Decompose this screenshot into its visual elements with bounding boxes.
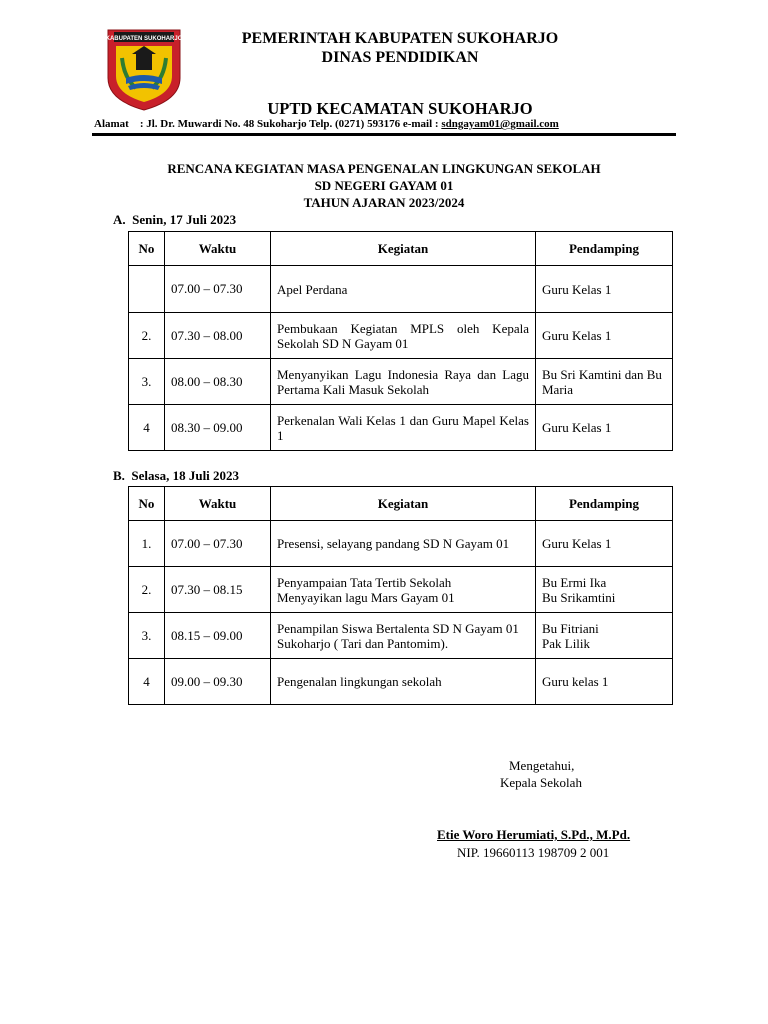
row-time: 08.00 – 08.30 <box>165 359 271 405</box>
svg-text:KABUPATEN SUKOHARJO: KABUPATEN SUKOHARJO <box>106 36 182 42</box>
academic-year: TAHUN AJARAN 2023/2024 <box>303 195 465 210</box>
row-no: 2. <box>129 313 165 359</box>
column-header-kegiatan: Kegiatan <box>271 487 536 521</box>
row-time: 07.30 – 08.15 <box>165 567 271 613</box>
row-no: 3. <box>129 359 165 405</box>
activity-line: Menyayikan lagu Mars Gayam 01 <box>277 589 455 605</box>
row-time: 07.30 – 08.00 <box>165 313 271 359</box>
row-activity: Pembukaan Kegiatan MPLS oleh Kepala Sekolah SD N Gayam 01 <box>271 313 536 359</box>
companion-line: Bu Srikamtini <box>542 589 616 605</box>
table-row <box>129 266 673 313</box>
address-text: Alamat : Jl. Dr. Muwardi No. 48 Sukoharjo Telp. (0271) 593176 e-mail : <box>94 118 442 130</box>
principal-nip: NIP. 19660113 198709 2 001 <box>457 845 610 860</box>
column-header-waktu: Waktu <box>165 487 271 521</box>
government-name: PEMERINTAH KABUPATEN SUKOHARJO <box>241 30 559 47</box>
row-activity: Perkenalan Wali Kelas 1 dan Guru Mapel Kelas 1 <box>271 405 536 451</box>
department-name: DINAS PENDIDIKAN <box>321 49 479 66</box>
office-name: UPTD KECAMATAN SUKOHARJO <box>267 99 533 118</box>
row-activity: Penampilan Siswa Bertalenta SD N Gayam 01 Sukoharjo ( Tari dan Pantomim). <box>271 613 536 659</box>
companion-line: Bu Ermi Ika <box>542 574 607 590</box>
email-link[interactable]: sdngayam01@gmail.com <box>441 118 559 130</box>
principal-title: Kepala Sekolah <box>500 775 582 790</box>
header-divider <box>92 133 676 136</box>
row-activity: Pengenalan lingkungan sekolah <box>271 659 536 705</box>
activity-line: Penyampaian Tata Tertib Sekolah <box>277 574 452 590</box>
row-companion: Guru Kelas 1 <box>536 266 673 313</box>
column-header-pendamping: Pendamping <box>536 487 673 521</box>
column-header-no: No <box>129 232 165 266</box>
row-no <box>129 266 165 313</box>
row-companion: Guru Kelas 1 <box>536 313 673 359</box>
column-header-kegiatan: Kegiatan <box>271 232 536 266</box>
row-companion: Guru kelas 1 <box>536 659 673 705</box>
row-activity: Menyanyikan Lagu Indonesia Raya dan Lagu Pertama Kali Masuk Sekolah <box>271 359 536 405</box>
acknowledged-label: Mengetahui, <box>509 758 575 773</box>
row-companion <box>536 613 673 659</box>
row-activity: Presensi, selayang pandang SD N Gayam 01 <box>271 521 536 567</box>
table-row <box>129 613 673 659</box>
schedule-table-a <box>128 231 673 451</box>
section-b-heading: B. Selasa, 18 Juli 2023 <box>113 468 240 483</box>
table-row <box>129 659 673 705</box>
row-companion: Bu Sri Kamtini dan Bu Maria <box>536 359 673 405</box>
row-time: 07.00 – 07.30 <box>165 266 271 313</box>
column-header-no: No <box>129 487 165 521</box>
row-companion: Guru Kelas 1 <box>536 521 673 567</box>
companion-line: Bu Fitriani <box>542 620 599 636</box>
row-no: 2. <box>129 567 165 613</box>
address-line <box>94 118 559 130</box>
table-header-row <box>129 232 673 266</box>
row-no: 1. <box>129 521 165 567</box>
table-row <box>129 359 673 405</box>
row-time: 09.00 – 09.30 <box>165 659 271 705</box>
table-row <box>129 567 673 613</box>
schedule-table-b <box>128 486 673 705</box>
row-time: 07.00 – 07.30 <box>165 521 271 567</box>
principal-name: Etie Woro Herumiati, S.Pd., M.Pd. <box>437 827 631 842</box>
table-row <box>129 313 673 359</box>
row-no: 3. <box>129 613 165 659</box>
section-a-heading: A. Senin, 17 Juli 2023 <box>113 212 237 227</box>
companion-line: Pak Lilik <box>542 635 591 651</box>
row-activity <box>271 567 536 613</box>
table-row <box>129 521 673 567</box>
row-companion <box>536 567 673 613</box>
school-name: SD NEGERI GAYAM 01 <box>314 178 454 193</box>
row-activity: Apel Perdana <box>271 266 536 313</box>
table-header-row <box>129 487 673 521</box>
row-time: 08.15 – 09.00 <box>165 613 271 659</box>
district-logo <box>106 28 182 112</box>
column-header-waktu: Waktu <box>165 232 271 266</box>
column-header-pendamping: Pendamping <box>536 232 673 266</box>
document-title: RENCANA KEGIATAN MASA PENGENALAN LINGKUNGAN SEKOLAH <box>167 161 601 176</box>
row-companion: Guru Kelas 1 <box>536 405 673 451</box>
table-row <box>129 405 673 451</box>
row-time: 08.30 – 09.00 <box>165 405 271 451</box>
row-no: 4 <box>129 659 165 705</box>
row-no: 4 <box>129 405 165 451</box>
